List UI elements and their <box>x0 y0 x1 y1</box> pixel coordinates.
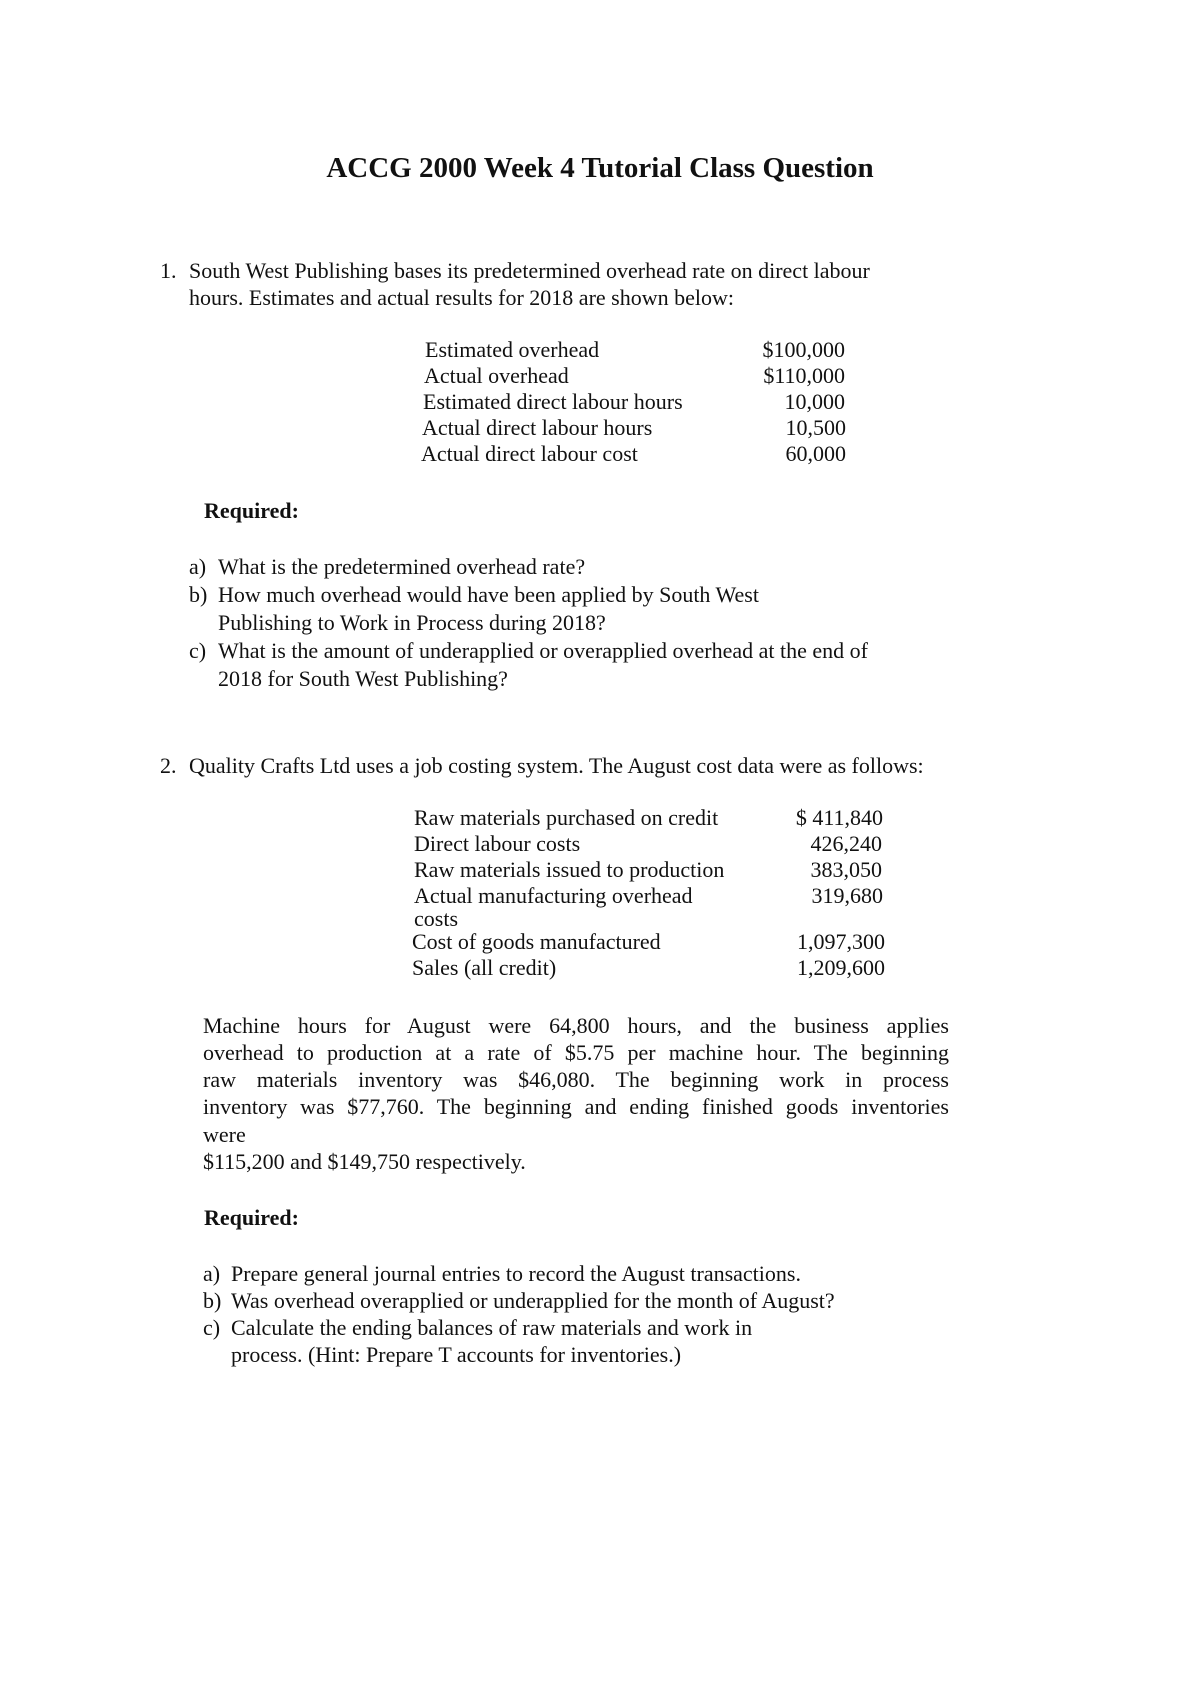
row-label: Estimated overhead <box>425 337 600 362</box>
row-label: Actual direct labour cost <box>421 441 638 466</box>
paragraph-line: raw materials inventory was $46,080. The beginning work in process <box>203 1067 949 1092</box>
row-label: Raw materials issued to production <box>414 857 725 882</box>
row-label-continued: costs <box>414 906 458 931</box>
row-label: Actual direct labour hours <box>422 415 653 440</box>
row-label: Actual overhead <box>424 363 569 388</box>
paragraph-line: Machine hours for August were 64,800 hours, and the business applies <box>203 1013 949 1038</box>
row-value: 319,680 <box>811 883 883 908</box>
item-text: Publishing to Work in Process during 2018? <box>218 610 606 635</box>
required-heading: Required: <box>204 498 299 523</box>
row-value: 10,500 <box>785 415 846 440</box>
item-marker: c) <box>203 1315 221 1340</box>
row-label: Direct labour costs <box>414 831 581 856</box>
item-marker: b) <box>203 1288 222 1313</box>
item-text: 2018 for South West Publishing? <box>218 666 508 691</box>
paragraph-line: inventory was $77,760. The beginning and ending finished goods inventories <box>203 1094 949 1119</box>
paragraph-line: overhead to production at a rate of $5.75 per machine hour. The beginning <box>203 1040 949 1065</box>
row-value: 383,050 <box>810 857 882 882</box>
row-label: Actual manufacturing overhead <box>414 883 693 908</box>
question-intro-line: hours. Estimates and actual results for 2018 are shown below: <box>189 285 734 310</box>
item-marker: a) <box>203 1261 221 1286</box>
paragraph-line: were <box>203 1122 246 1147</box>
item-text: Prepare general journal entries to record the August transactions. <box>231 1261 801 1286</box>
row-label: Cost of goods manufactured <box>412 929 661 954</box>
item-marker: a) <box>189 554 207 579</box>
row-value: 10,000 <box>784 389 845 414</box>
row-value: 1,209,600 <box>797 955 885 980</box>
question-number: 1. <box>160 258 177 283</box>
row-value: 60,000 <box>785 441 846 466</box>
row-label: Estimated direct labour hours <box>423 389 683 414</box>
row-value: 1,097,300 <box>797 929 885 954</box>
item-text: Calculate the ending balances of raw materials and work in <box>231 1315 753 1340</box>
paragraph-line: $115,200 and $149,750 respectively. <box>203 1149 526 1174</box>
row-value: 426,240 <box>810 831 882 856</box>
required-heading: Required: <box>204 1205 299 1230</box>
item-text: What is the predetermined overhead rate? <box>218 554 586 579</box>
item-text: How much overhead would have been applied by South West <box>218 582 759 607</box>
row-value: $ 411,840 <box>795 805 883 830</box>
item-marker: c) <box>189 638 207 663</box>
item-text: Was overhead overapplied or underapplied for the month of August? <box>231 1288 835 1313</box>
question-intro-line: South West Publishing bases its predetermined overhead rate on direct labour <box>189 258 870 283</box>
row-label: Sales (all credit) <box>412 955 557 980</box>
row-value: $100,000 <box>762 337 845 362</box>
row-label: Raw materials purchased on credit <box>414 805 719 830</box>
page-title: ACCG 2000 Week 4 Tutorial Class Question <box>326 152 874 184</box>
item-text: process. (Hint: Prepare T accounts for inventories.) <box>231 1342 682 1367</box>
row-value: $110,000 <box>763 363 845 388</box>
question-number: 2. <box>160 753 177 778</box>
question-intro-line: Quality Crafts Ltd uses a job costing system. The August cost data were as follows: <box>189 753 924 778</box>
item-text: What is the amount of underapplied or overapplied overhead at the end of <box>218 638 868 663</box>
item-marker: b) <box>189 582 208 607</box>
